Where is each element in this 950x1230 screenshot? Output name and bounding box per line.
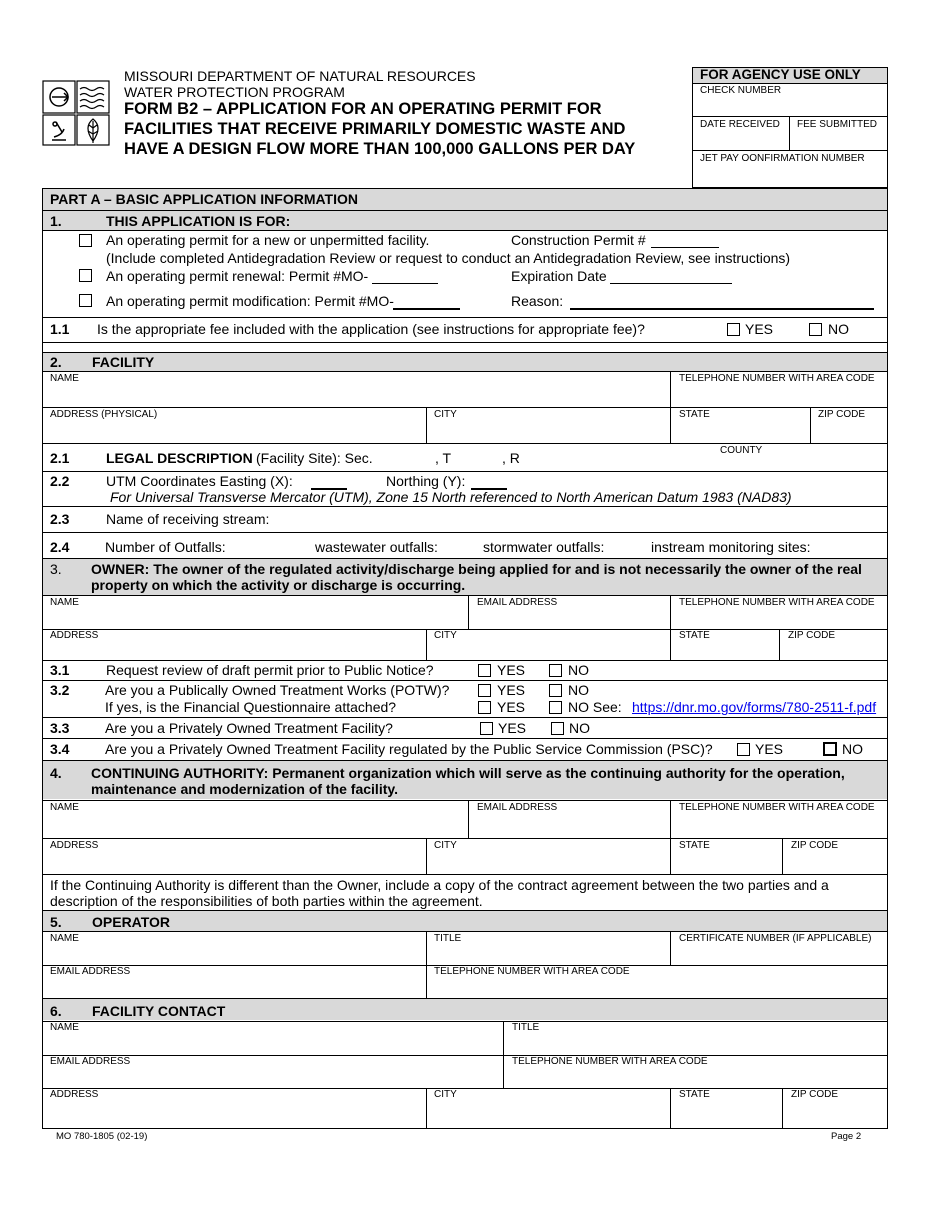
agency-title: FOR AGENCY USE ONLY — [700, 67, 861, 82]
contact-zip-label: ZIP CODE — [791, 1089, 839, 1100]
section-3-2-number: 3.2 — [50, 682, 70, 698]
operator-name-label: NAME — [50, 933, 79, 944]
potw-question: Are you a Publically Owned Treatment Works (POTW)? — [105, 682, 450, 698]
draft-permit-yes-label: YES — [497, 662, 526, 678]
private-facility-no-label: NO — [569, 720, 590, 736]
contact-name-label: NAME — [50, 1022, 79, 1033]
fee-yes-checkbox[interactable] — [727, 323, 740, 336]
county-label: COUNTY — [720, 445, 763, 456]
jet-pay-label: JET PAY OONFIRMATION NUMBER — [700, 153, 865, 164]
legal-description-range: , R — [502, 450, 520, 466]
owner-state-label: STATE — [679, 630, 710, 641]
legal-description-township: , T — [435, 450, 452, 466]
section-5-number: 5. — [50, 914, 62, 930]
ca-state-label: STATE — [679, 840, 710, 851]
section-2-title: FACILITY — [92, 354, 155, 370]
potw-yes-checkbox[interactable] — [478, 684, 491, 697]
section-3-1-number: 3.1 — [50, 662, 70, 678]
new-permit-label: An operating permit for a new or unpermitted facility. — [106, 232, 430, 248]
section-3-3-number: 3.3 — [50, 720, 70, 736]
contact-state-label: STATE — [679, 1089, 710, 1100]
number-of-outfalls-label: Number of Outfalls: — [105, 539, 226, 555]
facility-telephone-label: TELEPHONE NUMBER WITH AREA CODE — [679, 373, 875, 384]
department-name: MISSOURI DEPARTMENT OF NATURAL RESOURCES — [124, 68, 476, 84]
utm-easting-label: UTM Coordinates Easting (X): — [106, 473, 293, 489]
renewal-permit-checkbox[interactable] — [79, 269, 92, 282]
owner-title-line1: OWNER: The owner of the regulated activity/discharge being applied for and is not necessarily the owner of the real — [91, 561, 862, 577]
instream-sites-label: instream monitoring sites: — [651, 539, 811, 555]
section-6-title: FACILITY CONTACT — [92, 1003, 226, 1019]
utm-northing-label: Northing (Y): — [386, 473, 466, 489]
continuing-authority-title-line2: maintenance and modernization of the facility. — [91, 781, 399, 797]
form-title-line3: HAVE A DESIGN FLOW MORE THAN 100,000 GALLONS PER DAY — [124, 140, 636, 158]
draft-permit-yes-checkbox[interactable] — [478, 664, 491, 677]
operator-telephone-label: TELEPHONE NUMBER WITH AREA CODE — [434, 966, 630, 977]
owner-title-line2: property on which the activity or discharge is occurring. — [91, 577, 466, 593]
renewal-permit-field[interactable] — [372, 283, 438, 284]
owner-zip-label: ZIP CODE — [788, 630, 836, 641]
owner-name-label: NAME — [50, 597, 79, 608]
continuing-authority-title-line1: CONTINUING AUTHORITY: Permanent organization which will serve as the continuing authority for the operation, — [91, 765, 845, 781]
section-4-number: 4. — [50, 765, 62, 781]
ca-telephone-label: TELEPHONE NUMBER WITH AREA CODE — [679, 802, 875, 813]
modification-permit-label: An operating permit modification: Permit #MO- — [106, 293, 394, 309]
draft-permit-question: Request review of draft permit prior to Public Notice? — [106, 662, 434, 678]
program-name: WATER PROTECTION PROGRAM — [124, 84, 345, 100]
form-id: MO 780-1805 (02-19) — [56, 1131, 148, 1142]
construction-permit-field[interactable] — [651, 247, 719, 248]
facility-address-label: ADDRESS (PHYSICAL) — [50, 409, 158, 420]
modification-permit-checkbox[interactable] — [79, 294, 92, 307]
psc-question: Are you a Privately Owned Treatment Facility regulated by the Public Service Commission (PSC)? — [105, 741, 713, 757]
operator-certificate-label: CERTIFICATE NUMBER (IF APPLICABLE) — [679, 933, 872, 944]
renewal-permit-label: An operating permit renewal: Permit #MO- — [106, 268, 369, 284]
owner-email-label: EMAIL ADDRESS — [477, 597, 558, 608]
section-1-1-number: 1.1 — [50, 321, 70, 337]
fee-submitted-label: FEE SUBMITTED — [797, 119, 878, 130]
psc-yes-label: YES — [755, 741, 784, 757]
expiration-date-field[interactable] — [610, 283, 732, 284]
owner-city-label: CITY — [434, 630, 457, 641]
contact-email-label: EMAIL ADDRESS — [50, 1056, 131, 1067]
antidegradation-note: (Include completed Antidegradation Review or request to conduct an Antidegradation Review, see instructions) — [106, 250, 791, 266]
facility-city-label: CITY — [434, 409, 457, 420]
contact-city-label: CITY — [434, 1089, 457, 1100]
section-1-number: 1. — [50, 213, 62, 229]
legal-description-label: LEGAL DESCRIPTION — [106, 450, 253, 466]
fee-included-question: Is the appropriate fee included with the application (see instructions for appropriate fee)? — [97, 321, 645, 337]
financial-yes-checkbox[interactable] — [478, 701, 491, 714]
ca-address-label: ADDRESS — [50, 840, 99, 851]
psc-no-checkbox[interactable] — [823, 742, 837, 756]
operator-title-label: TITLE — [434, 933, 462, 944]
potw-no-checkbox[interactable] — [549, 684, 562, 697]
section-2-3-number: 2.3 — [50, 511, 70, 527]
dnr-logo — [42, 80, 110, 146]
new-permit-checkbox[interactable] — [79, 234, 92, 247]
private-facility-question: Are you a Privately Owned Treatment Facility? — [105, 720, 393, 736]
section-2-2-number: 2.2 — [50, 473, 70, 489]
ca-note-line1: If the Continuing Authority is different than the Owner, include a copy of the contract agreement between the two parties and a — [50, 877, 829, 893]
financial-questionnaire-question: If yes, is the Financial Questionnaire attached? — [105, 699, 397, 715]
fee-yes-label: YES — [745, 321, 774, 337]
financial-no-checkbox[interactable] — [549, 701, 562, 714]
draft-permit-no-label: NO — [568, 662, 589, 678]
construction-permit-label: Construction Permit # — [511, 232, 646, 248]
section-2-number: 2. — [50, 354, 62, 370]
financial-yes-label: YES — [497, 699, 526, 715]
potw-yes-label: YES — [497, 682, 526, 698]
ca-note-line2: description of the responsibilities of both parties within the agreement. — [50, 893, 483, 909]
contact-telephone-label: TELEPHONE NUMBER WITH AREA CODE — [512, 1056, 708, 1067]
private-facility-yes-checkbox[interactable] — [480, 722, 493, 735]
facility-zip-label: ZIP CODE — [818, 409, 866, 420]
form-title-line2: FACILITIES THAT RECEIVE PRIMARILY DOMESTIC WASTE AND — [124, 120, 626, 138]
wastewater-outfalls-label: wastewater outfalls: — [315, 539, 438, 555]
stormwater-outfalls-label: stormwater outfalls: — [483, 539, 605, 555]
contact-address-label: ADDRESS — [50, 1089, 99, 1100]
section-3-number: 3. — [50, 561, 62, 577]
check-number-label: CHECK NUMBER — [700, 85, 782, 96]
section-6-number: 6. — [50, 1003, 62, 1019]
potw-no-label: NO — [568, 682, 589, 698]
section-1-title: THIS APPLICATION IS FOR: — [106, 213, 291, 229]
owner-telephone-label: TELEPHONE NUMBER WITH AREA CODE — [679, 597, 875, 608]
ca-zip-label: ZIP CODE — [791, 840, 839, 851]
section-2-1-number: 2.1 — [50, 450, 70, 466]
contact-title-label: TITLE — [512, 1022, 540, 1033]
fee-no-checkbox[interactable] — [809, 323, 822, 336]
psc-yes-checkbox[interactable] — [737, 743, 750, 756]
facility-name-label: NAME — [50, 373, 79, 384]
modification-permit-field[interactable] — [393, 308, 460, 310]
draft-permit-no-checkbox[interactable] — [549, 664, 562, 677]
legal-description-sec: (Facility Site): Sec. — [256, 450, 373, 466]
financial-questionnaire-link[interactable]: https://dnr.mo.gov/forms/780-2511-f.pdf — [632, 699, 877, 715]
ca-name-label: NAME — [50, 802, 79, 813]
utm-note: For Universal Transverse Mercator (UTM), Zone 15 North referenced to North American Datum 1983 (NAD83) — [110, 489, 792, 505]
owner-address-label: ADDRESS — [50, 630, 99, 641]
date-received-label: DATE RECEIVED — [700, 119, 780, 130]
financial-no-label: NO See: — [568, 699, 622, 715]
form-title-line1: FORM B2 – APPLICATION FOR AN OPERATING PERMIT FOR — [124, 100, 602, 118]
receiving-stream-label: Name of receiving stream: — [106, 511, 270, 527]
reason-label: Reason: — [511, 293, 564, 309]
page-number: Page 2 — [831, 1131, 862, 1142]
expiration-date-label: Expiration Date — [511, 268, 607, 284]
section-5-title: OPERATOR — [92, 914, 171, 930]
section-2-4-number: 2.4 — [50, 539, 70, 555]
psc-no-label: NO — [842, 741, 863, 757]
facility-state-label: STATE — [679, 409, 710, 420]
fee-no-label: NO — [828, 321, 849, 337]
operator-email-label: EMAIL ADDRESS — [50, 966, 131, 977]
private-facility-yes-label: YES — [498, 720, 527, 736]
ca-email-label: EMAIL ADDRESS — [477, 802, 558, 813]
reason-field[interactable] — [570, 308, 874, 310]
part-a-title: PART A – BASIC APPLICATION INFORMATION — [50, 191, 358, 207]
section-3-4-number: 3.4 — [50, 741, 70, 757]
ca-city-label: CITY — [434, 840, 457, 851]
private-facility-no-checkbox[interactable] — [551, 722, 564, 735]
